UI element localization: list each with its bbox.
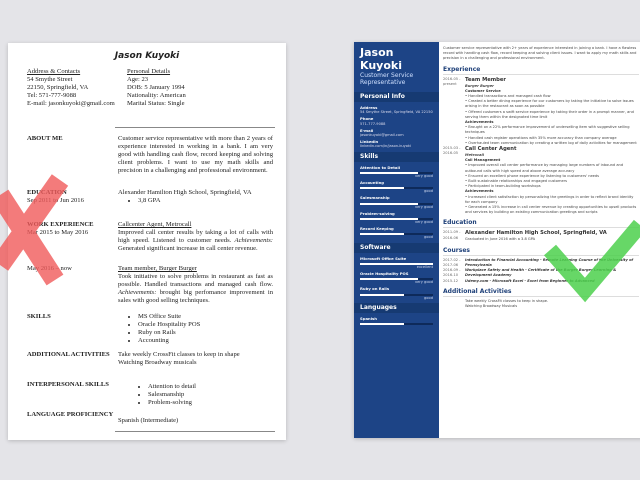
personal-line: DOB: 5 January 1994 [127,84,185,91]
education-entry: 2011-09 - 2016-06 Alexander Hamilton High School, Springfield, VA Graduated in June 2016 with a 3.8 GPA [443,230,607,242]
achievement: • Handled cash register operations with 35% more accuracy than company average [465,136,639,141]
jobs [443,77,639,216]
language: Spanish (Intermediate) [118,417,179,424]
info-label: E-mail [360,127,374,133]
contact-line: 22150, Springfield, VA [27,84,89,91]
info-value: jasonkuyoki@gmail.com [360,133,404,138]
job-company: Burger Burger [465,83,494,88]
sidebar [354,42,439,438]
skill-name: Ruby on Rails [360,286,390,292]
course-text: Workplace Safety and Health - Certificate of the Burger Burger Learning & Development Academy [465,268,617,278]
skill-bar [360,203,433,205]
personal-info-title: Personal Info [354,92,439,102]
job-title: Call Center Agent [465,146,517,153]
skill-bar-fill [360,218,418,220]
info-label: Phone [360,116,374,122]
info-label: LinkedIn [360,139,379,145]
work-label: WORK EXPERIENCE Mar 2015 to May 2016 [27,221,94,236]
interpersonal-list: • Attention to detail • Salesmanship • Problem-solving [118,383,273,407]
software-list [354,255,439,301]
about-label: ABOUT ME [27,135,63,142]
education-body: Alexander Hamilton High School, Springfield, VA • 3,8 GPA [118,189,273,205]
job-area: Customer Service [465,88,501,93]
divider [115,431,275,432]
job-entry [443,146,639,215]
job-area: Call Management [465,158,501,163]
skill-bar [360,187,433,189]
languages-title: Languages [354,303,439,313]
skill-level: very good [414,204,433,209]
education-title: Education [443,218,639,228]
achievements [465,195,639,216]
personal-block [127,68,186,108]
job-bullet: • Improved overall call center performance by managing large numbers of inbound and outbound calls with high speed and above average accuracy [465,163,639,173]
achievement: • Generated a 15% increase in call center revenue by creating opportunities to upsell products and services by building on existing communication greetings and scripts [465,205,639,215]
info-value: 54 Smythe Street, Springfield, VA 22150 [360,110,433,115]
skills-list [354,164,439,241]
contact-line: Tel: 571-777-9088 [27,92,77,99]
achievement: • Overhauled team communication by creating a written log of daily activities for management [465,141,639,146]
personal-line: Marital Status: Single [127,100,185,107]
skill-name: Spanish [360,315,377,321]
job-company: Metrocall [465,153,484,158]
activities: Take weekly CrossFit classes to keep in shape Watching Broadway musicals [118,351,240,366]
courses-title: Courses [443,246,639,256]
contact-line: E-mail: jasonkuyoki@gmail.com [27,100,115,107]
course-dates: 2017-02 - 2017-06 [443,257,461,267]
job-body [465,77,639,146]
personal-info [354,104,439,150]
skill-level: very good [414,280,433,285]
achievement: • Brought on a 22% performance improvement of underselling item with suggestive selling techniques [465,125,639,135]
skill-level: very good [414,220,433,225]
skill-bar-fill [360,233,404,235]
skill-level: excellent [416,264,433,269]
green-check-icon [540,215,640,305]
skill-bar [360,263,433,265]
interpersonal-label: INTERPERSONAL SKILLS [27,381,109,388]
skill-bar [360,323,433,325]
skill-bar-fill [360,263,433,265]
skill-level: good [424,189,433,194]
resume-name: Jason Kuyoki [360,46,402,72]
skill-bar-fill [360,172,418,174]
personal-line: Nationality: American [127,92,186,99]
skill-bar-fill [360,187,404,189]
personal-title: Personal Details [127,68,171,75]
skill-name: Problem-solving [360,210,395,216]
skill-level: good [424,235,433,240]
job2: Team member, Burger Burger Took initiative to solve problems in restaurant as fast as possible. Handled transactions and managed cash flow. Achievements: brought big perfomance improvement in sales with good selling techniques. [118,265,274,304]
achievement: • Increased client satisfaction by personalizing the greetings in order to reflect brand identity for each company [465,195,639,205]
skills-label: SKILLS [27,313,51,320]
skill-name: Attention to Detail [360,164,401,170]
skills-list: • MS Office Suite • Oracle Hospitality POS • Ruby on Rails • Accounting [118,313,273,345]
skill-level: good [424,295,433,300]
skill-bar-fill [360,323,404,325]
activities: Take weekly CrossFit classes to keep in shape. Watching Broadway Musicals [465,298,549,308]
job-bullet: • Handled transactions and managed cash flow [465,94,639,99]
course-dates: 2015-12 [443,278,459,283]
red-x-icon [0,170,80,310]
job-bullet: • Built sustainable relationships and engaged customers [465,179,639,184]
personal-line: Age: 23 [127,76,149,83]
course-dates: 2016-09 - 2016-10 [443,268,461,278]
skill-level: very good [414,173,433,178]
skill-bar-fill [360,278,418,280]
language-label: LANGUAGE PROFICIENCY [27,411,114,418]
skill-name: Accounting [360,180,384,186]
software-title: Software [354,243,439,253]
contacts-block [27,68,115,108]
about-text: Customer service representative with more than 2 years of experience interested in working in a bank. I am very good with handling cash flow, record keeping and solving client problems. I want to use my math skills and precision in a challenging and professional environment. [118,135,273,174]
job-title: Team Member [465,76,506,83]
job-bullets [465,94,639,120]
skill-bar [360,233,433,235]
skill-bar [360,294,433,296]
achievements-label: Achievements [465,189,494,194]
skill-name: Record Keeping [360,226,394,232]
resume-name: Jason Kuyoki [114,51,180,61]
course-text: Introduction to Financial Accounting - Remote Learning Course of the University of Pennsylvania [465,257,634,267]
skill-bar [360,172,433,174]
skill-bar [360,278,433,280]
summary: Customer service representative with 2+ years of experience interested in joining a bank. I have a flawless record with handling cash flow, record keeping and solving client issues. I want to apply my math skills and precision in a challenging and professional environment. [443,46,637,61]
job-bullets [465,163,639,189]
job-bullet: • Participated in team-building workshops [465,184,639,189]
activities-label: ADDITIONAL ACTIVITIES [27,351,110,358]
skill-bar-fill [360,294,404,296]
contact-line: 54 Smythe Street [27,76,73,83]
resume-role: Customer Service Representative [360,72,414,86]
job-body [465,146,639,215]
job-entry [443,77,639,146]
languages-list [354,315,439,325]
activities-title: Additional Activities [443,287,639,297]
achievements-label: Achievements [465,120,494,125]
contacts-title: Address & Contacts [27,68,81,75]
job-dates: 2016-05 - present [443,76,461,86]
skill-bar-fill [360,203,418,205]
course-text: Udemy.com - Microsoft Excel - Excel from Beginner to Advanced [465,278,595,283]
skill-bar [360,218,433,220]
education-label: EDUCATION Sep 2011 to Jun 2016 [27,189,84,204]
job2-dates: May 2016 – now [27,265,72,272]
divider [115,127,275,128]
job-bullet: • Created a better dining experience for our customers by taking the initiative to solve issues arising in the restaurant as soon as possible [465,99,639,109]
skill-name: Oracle Hospitality POS [360,271,409,277]
job1: Callcenter Agent, Metrocall Improved call center results by taking a lot of calls with high speed. Listened to customer needs. Achievements: Generated significant increase in call center revenue. [118,221,273,252]
experience-title: Experience [443,65,639,75]
skill-name: Microsoft Office Suite [360,255,407,261]
skills-title: Skills [354,152,439,162]
job-dates: 2015-03 - 2016-05 [443,146,461,156]
skill-name: Salesmanship [360,195,390,201]
achievements [465,125,639,146]
job-bullet: • Ensured an excellent phone experience by listening to customers' needs [465,174,639,179]
job-bullet: • Offered customers a swift service experience by taking their order in a prompt manner, and serving them within the designated time limit [465,110,639,120]
info-value: linkedin.com/in/jason-kuyoki [360,144,412,149]
info-label: Address [360,105,378,110]
info-value: 571-777-9088 [360,121,386,126]
